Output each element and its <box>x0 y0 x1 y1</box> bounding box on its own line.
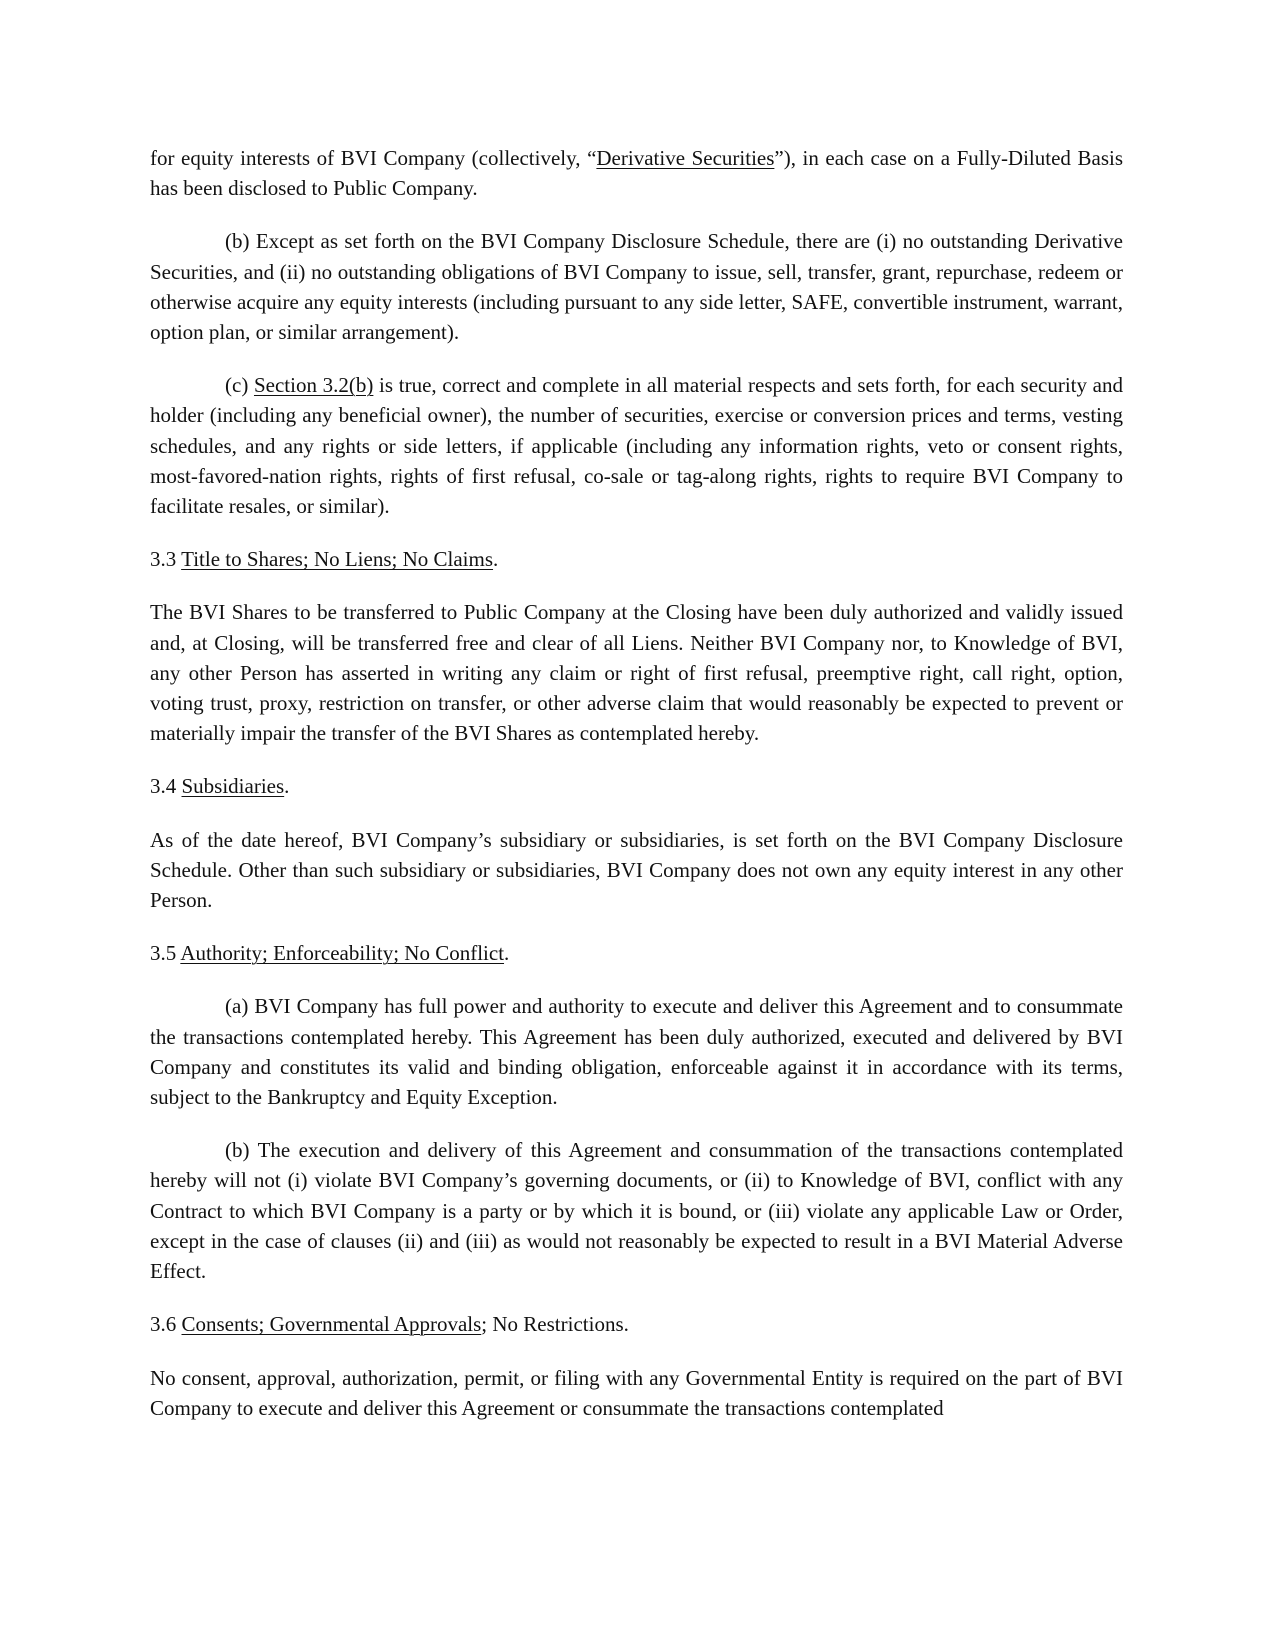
section-body-3-6: No consent, approval, authorization, permit, or filing with any Governmental Entity is required on the part of BVI Company to execute and deliver this Agreement or consummate the transactions contemplated <box>150 1365 1123 1420</box>
document-page <box>150 143 1123 1423</box>
section-body-3-3: The BVI Shares to be transferred to Public Company at the Closing have been duly authorized and validly issued and, at Closing, will be transferred free and clear of all Liens. Neither BVI Company nor, to Knowledge of BVI, any other Person has asserted in writing any claim or right of first refusal, preemptive right, call right, option, voting trust, proxy, restriction on transfer, or other adverse claim that would reasonably be expected to prevent or materially impair the transfer of the BVI Shares as contemplated hereby. <box>150 600 1123 746</box>
section-body-3-4: As of the date hereof, BVI Company’s subsidiary or subsidiaries, is set forth on the BVI Company Disclosure Schedule. Other than such subsidiary or subsidiaries, BVI Company does not own any equity interest in any other Person. <box>150 827 1123 913</box>
paragraph-3-5-a: (a) BVI Company has full power and authority to execute and deliver this Agreement and to consummate the transactions contemplated hereby. This Agreement has been duly authorized, executed and delivered by BVI Company and constitutes its valid and binding obligation, enforceable against it in accordance with its terms, subject to the Bankruptcy and Equity Exception. <box>150 994 1123 1110</box>
section-title-3-6: Consents; Governmental Approvals <box>181 1312 482 1337</box>
section-heading-3-4: 3.4 Subsidiaries. <box>150 774 290 799</box>
paragraph-3-2-b: (b) Except as set forth on the BVI Company Disclosure Schedule, there are (i) no outstanding Derivative Securities, and (ii) no outstanding obligations of BVI Company to issue, sell, transfer, grant, repurchase, redeem or otherwise acquire any equity interests (including pursuant to any side letter, SAFE, convertible instrument, warrant, option plan, or similar arrangement). <box>150 229 1123 345</box>
section-heading-3-5: 3.5 Authority; Enforceability; No Conflict. <box>150 941 510 966</box>
section-heading-3-3: 3.3 Title to Shares; No Liens; No Claims. <box>150 547 499 572</box>
section-reference-3-2-b: Section 3.2(b) <box>253 373 374 398</box>
paragraph-3-5-b: (b) The execution and delivery of this Agreement and consummation of the transactions contemplated hereby will not (i) violate BVI Company’s governing documents, or (ii) to Knowledge of BVI, conflict with any Contract to which BVI Company is a party or by which it is bound, or (iii) violate any applicable Law or Order, except in the case of clauses (ii) and (iii) as would not reasonably be expected to result in a BVI Material Adverse Effect. <box>150 1138 1123 1284</box>
section-title-3-3: Title to Shares; No Liens; No Claims <box>181 547 494 572</box>
paragraph-3-2-c: (c) Section 3.2(b) is true, correct and complete in all material respects and sets forth, for each security and holder (including any beneficial owner), the number of securities, exercise or conversion prices and terms, vesting schedules, and any rights or side letters, if applicable (including any information rights, veto or consent rights, most-favored-nation rights, rights of first refusal, co-sale or tag-along rights, rights to require BVI Company to facilitate resales, or similar). <box>150 373 1123 519</box>
paragraph-derivative-securities: for equity interests of BVI Company (collectively, “Derivative Securities”), in each case on a Fully-Diluted Basis has been disclosed to Public Company. <box>150 146 1123 201</box>
section-heading-3-6: 3.6 Consents; Governmental Approvals; No Restrictions. <box>150 1312 629 1337</box>
section-title-3-4: Subsidiaries <box>181 774 285 799</box>
defined-term-derivative-securities: Derivative Securities <box>596 146 775 170</box>
section-title-3-5: Authority; Enforceability; No Conflict <box>180 941 505 966</box>
